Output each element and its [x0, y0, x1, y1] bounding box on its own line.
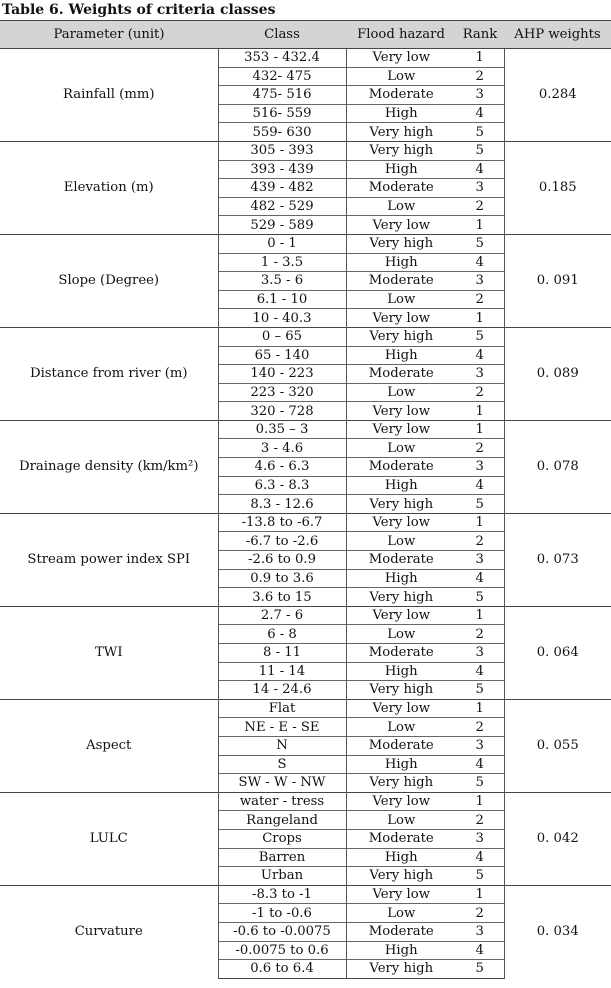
- rank-cell: 4: [456, 346, 504, 365]
- rank-cell: 2: [456, 811, 504, 830]
- hazard-cell: Very high: [346, 588, 456, 607]
- rank-cell: 2: [456, 532, 504, 551]
- ahp-weight-cell: 0. 073: [504, 513, 611, 606]
- hazard-cell: Moderate: [346, 551, 456, 570]
- rank-cell: 1: [456, 885, 504, 904]
- table-row: [0, 606, 611, 625]
- header-parameter: Parameter (unit): [0, 21, 218, 49]
- ahp-weight-cell: 0. 078: [504, 420, 611, 513]
- hazard-cell: Moderate: [346, 922, 456, 941]
- hazard-cell: Moderate: [346, 644, 456, 663]
- hazard-cell: High: [346, 104, 456, 123]
- rank-cell: 4: [456, 253, 504, 272]
- class-cell: 14 - 24.6: [218, 681, 346, 700]
- class-cell: NE - E - SE: [218, 718, 346, 737]
- class-cell: SW - W - NW: [218, 774, 346, 793]
- class-cell: 432- 475: [218, 67, 346, 86]
- rank-cell: 3: [456, 829, 504, 848]
- rank-cell: 1: [456, 513, 504, 532]
- parameter-cell: Elevation (m): [0, 141, 218, 234]
- hazard-cell: Low: [346, 811, 456, 830]
- hazard-cell: High: [346, 569, 456, 588]
- rank-cell: 3: [456, 179, 504, 198]
- class-cell: 0.6 to 6.4: [218, 960, 346, 979]
- rank-cell: 5: [456, 123, 504, 142]
- rank-cell: 2: [456, 439, 504, 458]
- class-cell: -0.0075 to 0.6: [218, 941, 346, 960]
- class-cell: 11 - 14: [218, 662, 346, 681]
- class-cell: water - tress: [218, 792, 346, 811]
- hazard-cell: Low: [346, 439, 456, 458]
- class-cell: 393 - 439: [218, 160, 346, 179]
- rank-cell: 5: [456, 960, 504, 979]
- hazard-cell: Low: [346, 290, 456, 309]
- class-cell: 475- 516: [218, 86, 346, 105]
- hazard-cell: Low: [346, 197, 456, 216]
- hazard-cell: Very low: [346, 792, 456, 811]
- rank-cell: 3: [456, 922, 504, 941]
- hazard-cell: Low: [346, 625, 456, 644]
- hazard-cell: Very low: [346, 49, 456, 68]
- class-cell: -6.7 to -2.6: [218, 532, 346, 551]
- class-cell: 320 - 728: [218, 402, 346, 421]
- class-cell: 6.1 - 10: [218, 290, 346, 309]
- hazard-cell: Very high: [346, 141, 456, 160]
- class-cell: 0 – 65: [218, 327, 346, 346]
- rank-cell: 2: [456, 67, 504, 86]
- class-cell: Urban: [218, 867, 346, 886]
- hazard-cell: Very low: [346, 699, 456, 718]
- table-body: [0, 49, 611, 979]
- table-row: [0, 327, 611, 346]
- class-cell: 0 - 1: [218, 234, 346, 253]
- rank-cell: 4: [456, 160, 504, 179]
- parameter-cell: TWI: [0, 606, 218, 699]
- hazard-cell: Moderate: [346, 829, 456, 848]
- header-row: [0, 21, 611, 49]
- class-cell: 482 - 529: [218, 197, 346, 216]
- ahp-weight-cell: 0. 091: [504, 234, 611, 327]
- rank-cell: 2: [456, 625, 504, 644]
- ahp-weight-cell: 0. 034: [504, 885, 611, 978]
- rank-cell: 2: [456, 197, 504, 216]
- hazard-cell: Very low: [346, 606, 456, 625]
- rank-cell: 1: [456, 216, 504, 235]
- rank-cell: 1: [456, 792, 504, 811]
- class-cell: 3 - 4.6: [218, 439, 346, 458]
- rank-cell: 2: [456, 383, 504, 402]
- hazard-cell: Very high: [346, 681, 456, 700]
- ahp-weight-cell: 0.185: [504, 141, 611, 234]
- class-cell: -8.3 to -1: [218, 885, 346, 904]
- table-row: [0, 885, 611, 904]
- hazard-cell: High: [346, 253, 456, 272]
- hazard-cell: Very low: [346, 309, 456, 328]
- hazard-cell: Moderate: [346, 736, 456, 755]
- rank-cell: 5: [456, 588, 504, 607]
- rank-cell: 5: [456, 774, 504, 793]
- parameter-cell: Stream power index SPI: [0, 513, 218, 606]
- table-row: [0, 49, 611, 68]
- hazard-cell: High: [346, 941, 456, 960]
- ahp-weight-cell: 0. 089: [504, 327, 611, 420]
- hazard-cell: Very low: [346, 885, 456, 904]
- rank-cell: 4: [456, 941, 504, 960]
- class-cell: 65 - 140: [218, 346, 346, 365]
- class-cell: 516- 559: [218, 104, 346, 123]
- hazard-cell: High: [346, 848, 456, 867]
- hazard-cell: Very low: [346, 420, 456, 439]
- class-cell: 1 - 3.5: [218, 253, 346, 272]
- header-ahp-weights: AHP weights: [504, 21, 611, 49]
- class-cell: Flat: [218, 699, 346, 718]
- class-cell: 3.6 to 15: [218, 588, 346, 607]
- rank-cell: 2: [456, 718, 504, 737]
- rank-cell: 5: [456, 867, 504, 886]
- class-cell: 140 - 223: [218, 365, 346, 384]
- class-cell: 10 - 40.3: [218, 309, 346, 328]
- header-rank: Rank: [456, 21, 504, 49]
- ahp-weight-cell: 0. 042: [504, 792, 611, 885]
- class-cell: N: [218, 736, 346, 755]
- rank-cell: 1: [456, 49, 504, 68]
- rank-cell: 5: [456, 495, 504, 514]
- header-class: Class: [218, 21, 346, 49]
- rank-cell: 1: [456, 606, 504, 625]
- class-cell: 529 - 589: [218, 216, 346, 235]
- rank-cell: 4: [456, 755, 504, 774]
- hazard-cell: High: [346, 755, 456, 774]
- hazard-cell: Very low: [346, 513, 456, 532]
- hazard-cell: High: [346, 476, 456, 495]
- hazard-cell: High: [346, 346, 456, 365]
- rank-cell: 4: [456, 476, 504, 495]
- class-cell: 6 - 8: [218, 625, 346, 644]
- rank-cell: 3: [456, 736, 504, 755]
- class-cell: 559- 630: [218, 123, 346, 142]
- rank-cell: 1: [456, 402, 504, 421]
- class-cell: 439 - 482: [218, 179, 346, 198]
- rank-cell: 3: [456, 551, 504, 570]
- rank-cell: 3: [456, 272, 504, 291]
- class-cell: 0.35 – 3: [218, 420, 346, 439]
- class-cell: 353 - 432.4: [218, 49, 346, 68]
- class-cell: Crops: [218, 829, 346, 848]
- rank-cell: 5: [456, 234, 504, 253]
- parameter-cell: Slope (Degree): [0, 234, 218, 327]
- parameter-cell: Curvature: [0, 885, 218, 978]
- hazard-cell: Very high: [346, 495, 456, 514]
- hazard-cell: Low: [346, 904, 456, 923]
- hazard-cell: Moderate: [346, 272, 456, 291]
- ahp-weight-cell: 0. 064: [504, 606, 611, 699]
- hazard-cell: Very high: [346, 867, 456, 886]
- table-caption: Table 6. Weights of criteria classes: [2, 2, 276, 18]
- rank-cell: 4: [456, 848, 504, 867]
- ahp-weight-cell: 0.284: [504, 49, 611, 142]
- rank-cell: 3: [456, 644, 504, 663]
- parameter-cell: Rainfall (mm): [0, 49, 218, 142]
- hazard-cell: Low: [346, 532, 456, 551]
- table-row: [0, 234, 611, 253]
- rank-cell: 1: [456, 309, 504, 328]
- rank-cell: 2: [456, 904, 504, 923]
- rank-cell: 3: [456, 86, 504, 105]
- rank-cell: 1: [456, 699, 504, 718]
- class-cell: -2.6 to 0.9: [218, 551, 346, 570]
- class-cell: -13.8 to -6.7: [218, 513, 346, 532]
- hazard-cell: High: [346, 160, 456, 179]
- hazard-cell: Low: [346, 67, 456, 86]
- hazard-cell: Moderate: [346, 179, 456, 198]
- class-cell: 6.3 - 8.3: [218, 476, 346, 495]
- rank-cell: 4: [456, 662, 504, 681]
- parameter-cell: LULC: [0, 792, 218, 885]
- class-cell: 3.5 - 6: [218, 272, 346, 291]
- class-cell: 8 - 11: [218, 644, 346, 663]
- table-row: [0, 420, 611, 439]
- header-flood-hazard: Flood hazard: [346, 21, 456, 49]
- class-cell: 8.3 - 12.6: [218, 495, 346, 514]
- class-cell: Rangeland: [218, 811, 346, 830]
- hazard-cell: Very high: [346, 123, 456, 142]
- class-cell: 2.7 - 6: [218, 606, 346, 625]
- hazard-cell: High: [346, 662, 456, 681]
- rank-cell: 2: [456, 290, 504, 309]
- rank-cell: 5: [456, 681, 504, 700]
- parameter-cell: Distance from river (m): [0, 327, 218, 420]
- rank-cell: 5: [456, 141, 504, 160]
- hazard-cell: Moderate: [346, 365, 456, 384]
- hazard-cell: Low: [346, 718, 456, 737]
- hazard-cell: Very high: [346, 327, 456, 346]
- class-cell: Barren: [218, 848, 346, 867]
- table-row: [0, 513, 611, 532]
- class-cell: S: [218, 755, 346, 774]
- class-cell: 4.6 - 6.3: [218, 458, 346, 477]
- parameter-cell: Aspect: [0, 699, 218, 792]
- rank-cell: 5: [456, 327, 504, 346]
- rank-cell: 3: [456, 458, 504, 477]
- table-row: [0, 141, 611, 160]
- parameter-cell: Drainage density (km/km²): [0, 420, 218, 513]
- hazard-cell: Moderate: [346, 458, 456, 477]
- ahp-weight-cell: 0. 055: [504, 699, 611, 792]
- hazard-cell: Very high: [346, 234, 456, 253]
- hazard-cell: Very low: [346, 402, 456, 421]
- class-cell: -1 to -0.6: [218, 904, 346, 923]
- hazard-cell: Very high: [346, 960, 456, 979]
- table-row: [0, 792, 611, 811]
- rank-cell: 4: [456, 569, 504, 588]
- rank-cell: 3: [456, 365, 504, 384]
- class-cell: 305 - 393: [218, 141, 346, 160]
- class-cell: 223 - 320: [218, 383, 346, 402]
- class-cell: 0.9 to 3.6: [218, 569, 346, 588]
- table-row: [0, 699, 611, 718]
- hazard-cell: Low: [346, 383, 456, 402]
- hazard-cell: Very low: [346, 216, 456, 235]
- rank-cell: 4: [456, 104, 504, 123]
- criteria-weights-table: [0, 20, 611, 979]
- hazard-cell: Moderate: [346, 86, 456, 105]
- rank-cell: 1: [456, 420, 504, 439]
- class-cell: -0.6 to -0.0075: [218, 922, 346, 941]
- hazard-cell: Very high: [346, 774, 456, 793]
